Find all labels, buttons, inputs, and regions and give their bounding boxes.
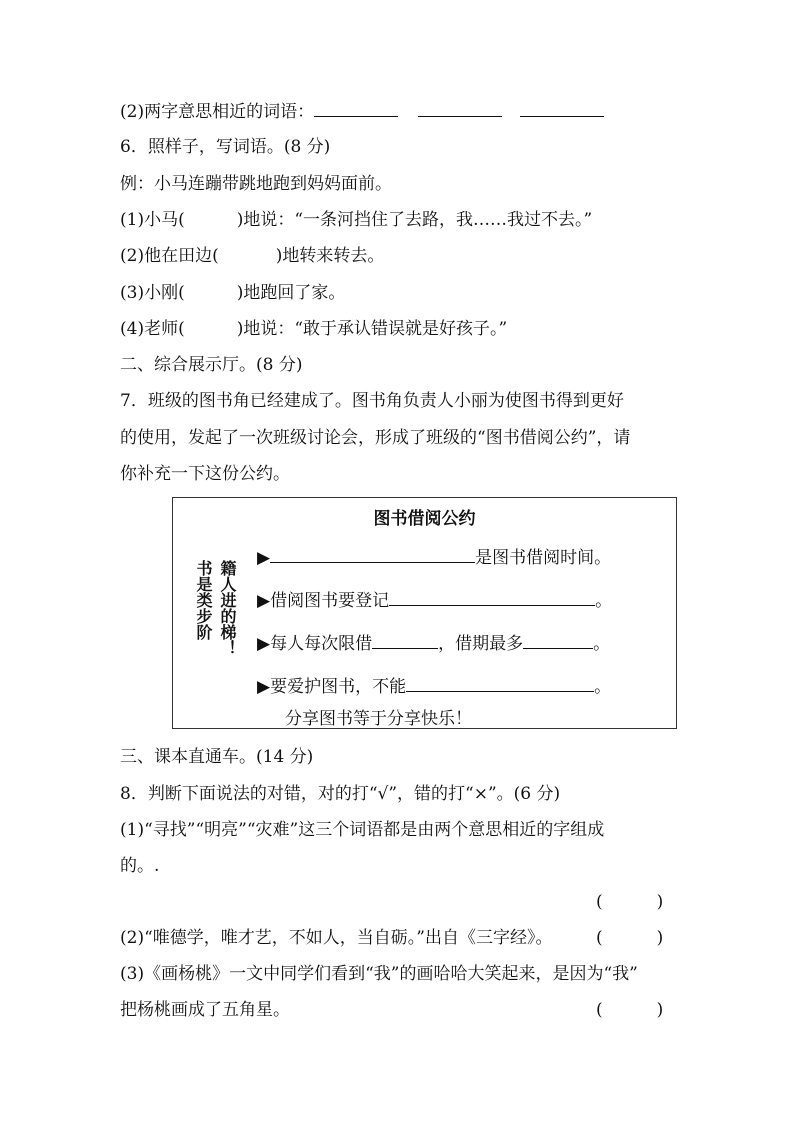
answer-blank[interactable] <box>418 100 502 117</box>
pact-rule-3-mid: ，借期最多 <box>438 634 524 654</box>
section-2-title: 二、综合展示厅。(8 分) <box>120 355 303 375</box>
q5-item-2 <box>120 100 604 123</box>
pact-title: 图书借阅公约 <box>373 509 476 529</box>
q8-title: 8．判断下面说法的对错，对的打“√”，错的打“×”。(6 分) <box>120 784 561 804</box>
q8-item-2-text: (2)“唯德学，唯才艺，不如人，当自砺。”出自《三字经》。 <box>120 928 553 948</box>
q8-item-1-answer[interactable] <box>596 891 663 913</box>
q6-item-2-before: (2)他在田边( <box>120 246 219 266</box>
q6-item-4-after: )地说：“敢于承认错误就是好孩子。” <box>236 319 508 339</box>
answer-blank[interactable] <box>406 675 594 692</box>
q6-item-4 <box>120 318 507 340</box>
pact-rule-4-before: 要爱护图书，不能 <box>270 677 407 697</box>
pact-rule-1 <box>257 546 611 569</box>
q8-item-2 <box>120 927 552 949</box>
section-3-title: 三、课本直通车。(14 分) <box>120 747 314 767</box>
pact-rule-1-after: 是图书借阅时间。 <box>475 548 612 568</box>
q8-item-2-answer[interactable] <box>596 927 663 949</box>
borrowing-pact-box <box>172 497 677 729</box>
q8-item-3-line-2: 把杨桃画成了五角星。 <box>120 1000 290 1020</box>
q6-item-3-before: (3)小刚( <box>120 283 185 303</box>
pact-rule-3 <box>257 632 610 655</box>
paren-open: ( <box>596 928 603 948</box>
pact-rule-2-after: 。 <box>595 591 613 611</box>
answer-blank[interactable] <box>270 546 475 563</box>
bullet-icon: ▶ <box>257 591 271 611</box>
q6-item-4-before: (4)老师( <box>120 319 185 339</box>
q8-item-1-line-2: 的。. <box>120 856 160 876</box>
q6-item-3-after: )地跑回了家。 <box>236 283 346 303</box>
q6-title: 6．照样子，写词语。(8 分) <box>120 137 331 157</box>
pact-footer: 分享图书等于分享快乐！ <box>285 709 472 729</box>
answer-blank[interactable] <box>523 632 593 649</box>
q6-item-3 <box>120 282 345 304</box>
pact-side-motto-col-b: 籍人进的梯！ <box>218 560 237 656</box>
q5-item-2-text: (2)两字意思相近的词语： <box>120 102 315 122</box>
answer-blank[interactable] <box>314 100 398 117</box>
pact-rule-2-before: 借阅图书要登记 <box>270 591 390 611</box>
pact-rule-4 <box>257 675 611 698</box>
paren-close: ) <box>656 892 664 912</box>
q6-item-1 <box>120 209 592 231</box>
q6-item-2 <box>120 245 384 267</box>
q8-item-3-answer[interactable] <box>596 999 663 1021</box>
paren-open: ( <box>596 1000 603 1020</box>
q7-line-3: 你补充一下这份公约。 <box>120 464 290 484</box>
q6-example: 例：小马连蹦带跳地跑到妈妈面前。 <box>120 174 392 194</box>
pact-rule-4-after: 。 <box>594 677 612 697</box>
paren-close: ) <box>656 928 664 948</box>
bullet-icon: ▶ <box>257 634 271 654</box>
answer-blank[interactable] <box>372 632 438 649</box>
pact-rule-3-after: 。 <box>593 634 611 654</box>
q6-item-2-after: )地转来转去。 <box>275 246 385 266</box>
pact-rule-2 <box>257 589 612 612</box>
answer-blank[interactable] <box>520 100 604 117</box>
q7-line-2: 的使用，发起了一次班级讨论会，形成了班级的“图书借阅公约”，请 <box>120 428 631 448</box>
q8-item-3-line-1: (3)《画杨桃》一文中同学们看到“我”的画哈哈大笑起来，是因为“我” <box>120 964 638 984</box>
q8-item-1-line-1: (1)“寻找”“明亮”“灾难”这三个词语都是由两个意思相近的字组成 <box>120 820 605 840</box>
q6-item-1-after: )地说：“一条河挡住了去路，我……我过不去。” <box>236 210 593 230</box>
pact-rule-3-before: 每人每次限借 <box>270 634 373 654</box>
q6-item-1-before: (1)小马( <box>120 210 185 230</box>
paren-open: ( <box>596 892 603 912</box>
paren-close: ) <box>656 1000 664 1020</box>
pact-side-motto-col-a: 书是类步阶 <box>194 560 213 640</box>
bullet-icon: ▶ <box>257 677 271 697</box>
q7-line-1: 7．班级的图书角已经建成了。图书角负责人小丽为使图书得到更好 <box>120 391 624 411</box>
answer-blank[interactable] <box>389 589 595 606</box>
bullet-icon: ▶ <box>257 548 271 568</box>
